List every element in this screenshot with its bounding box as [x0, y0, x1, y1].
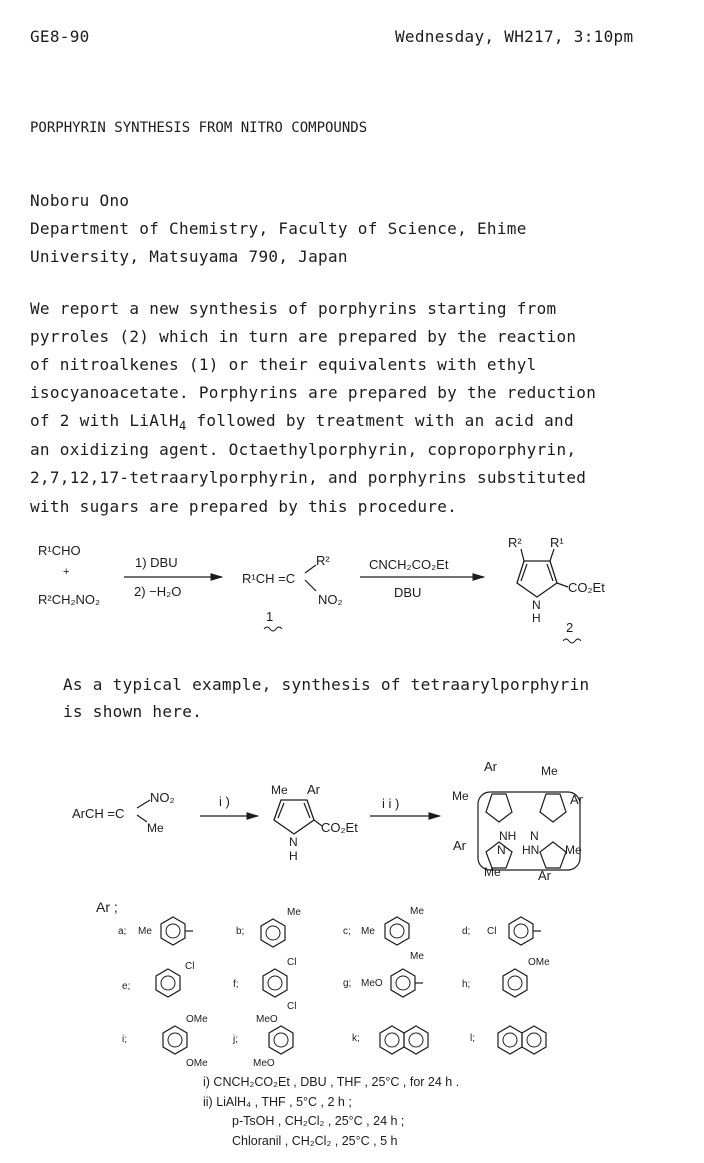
ar-e-chloro: Cl: [185, 961, 195, 972]
nitroalkene-formula: R¹CH =C: [242, 571, 296, 586]
ar-label-d: d;: [462, 926, 471, 937]
pyrrole-aryl: Ar: [307, 782, 320, 797]
abstract-line: an oxidizing agent. Octaethylporphyrin, coproporphyrin,: [30, 440, 577, 459]
abstract-line: of nitroalkenes (1) or their equivalents with ethyl: [30, 355, 537, 374]
porphyrin-hn: HN: [522, 843, 540, 857]
plus-sign: +: [63, 566, 70, 578]
step-2-label: 2) −H₂O: [134, 584, 182, 599]
scheme-1-pyrrole-synthesis: [0, 525, 704, 655]
session-code: GE8-90: [30, 27, 90, 46]
pyrrole-hydrogen: H: [532, 611, 541, 625]
ar-label-j: j;: [233, 1034, 238, 1045]
ar-i-methoxy-bottom: OMe: [186, 1058, 208, 1069]
porphyrin-aryl-top: Ar: [484, 759, 497, 774]
abstract-text: followed by treatment with an acid and: [186, 411, 574, 430]
ar-label-c: c;: [343, 926, 351, 937]
pyrrole-unit-nw: [486, 794, 512, 822]
ar-k-ring: [404, 1026, 428, 1054]
porphyrin-structure: [478, 792, 580, 870]
ar-label-b: b;: [236, 926, 245, 937]
underline-squiggle: [264, 627, 282, 631]
porphyrin-methyl-right: Me: [565, 843, 582, 857]
ar-a-ring: [161, 917, 185, 945]
nitro-group: NO₂: [318, 592, 343, 607]
bond: [137, 815, 147, 822]
ar-label-a: a;: [118, 926, 127, 937]
ar-e-ring: [156, 969, 180, 997]
ar-h-methoxy: OMe: [528, 957, 550, 968]
ar-g-methoxy: MeO: [361, 978, 383, 989]
ar-label-g: g;: [343, 978, 352, 989]
ar-label-k: k;: [352, 1033, 360, 1044]
ar-d-chloro: Cl: [487, 926, 497, 937]
condition-i: i) CNCH₂CO₂Et , DBU , THF , 25°C , for 24 h .: [203, 1075, 460, 1089]
pyrrole-nitrogen: N: [532, 598, 541, 612]
ar-c-methyl-top: Me: [410, 906, 424, 917]
ar-d-ring: [509, 917, 533, 945]
pyrrole-ring: [274, 800, 314, 834]
abstract-subscript: 4: [179, 419, 187, 434]
ar-label-e: e;: [122, 981, 131, 992]
ar-label-f: f;: [233, 979, 239, 990]
compound-1-label: 1: [266, 609, 274, 624]
ar-j-methoxy-bottom: MeO: [253, 1058, 275, 1069]
reagent-dbu: DBU: [394, 585, 422, 600]
bond: [305, 565, 316, 573]
ar-c-methyl-bottom: Me: [410, 951, 424, 962]
compound-2-label: 2: [566, 620, 574, 635]
porphyrin-aryl-bottom: Ar: [538, 868, 551, 883]
ar-b-ring: [261, 919, 285, 947]
porphyrin-macrocycle: [478, 792, 580, 870]
condition-ii: ii) LiAlH₄ , THF , 5°C , 2 h ;: [203, 1095, 352, 1109]
pyrrole-nitrogen: N: [289, 835, 298, 849]
reagent-isocyanoacetate: CNCH₂CO₂Et: [369, 557, 449, 572]
step-ii-label: i i ): [382, 796, 400, 811]
aryl-substituent-table: [0, 895, 704, 1075]
reactant-nitroalkane: R²CH₂NO₂: [38, 592, 101, 607]
pyrrole-unit-ne: [540, 794, 566, 822]
condition-iii: p-TsOH , CH₂Cl₂ , 25°C , 24 h ;: [232, 1114, 405, 1128]
abstract-line: We report a new synthesis of porphyrins starting from: [30, 299, 557, 318]
bond: [305, 580, 316, 591]
abstract-text: of 2 with LiAlH: [30, 411, 179, 430]
bond: [557, 583, 568, 587]
step-1-label: 1) DBU: [135, 555, 178, 570]
pyrrole-hydrogen: H: [289, 849, 298, 863]
example-line: As a typical example, synthesis of tetraarylporphyrin: [63, 675, 590, 694]
ar-c-ring: [385, 917, 409, 945]
abstract-line: [30, 411, 574, 433]
ar-a-methyl: Me: [138, 926, 152, 937]
porphyrin-n: N: [497, 843, 506, 857]
bond: [550, 549, 554, 561]
ar-f-chloro-bottom: Cl: [287, 1001, 297, 1012]
porphyrin-nh: NH: [499, 829, 517, 843]
abstract-line: with sugars are prepared by this procedure.: [30, 497, 458, 516]
ar-l-ring: [498, 1026, 522, 1054]
ar-b-methyl: Me: [287, 907, 301, 918]
starting-nitroalkene: ArCH =C: [72, 806, 125, 821]
pyrrole-ring: [517, 561, 557, 597]
example-line: is shown here.: [63, 702, 203, 721]
ar-j-ring: [269, 1026, 293, 1054]
ar-label-i: i;: [122, 1034, 127, 1045]
pyrrole-r2: R²: [508, 535, 522, 550]
ar-f-ring: [263, 969, 287, 997]
ar-j-methoxy-top: MeO: [256, 1014, 278, 1025]
ar-g-ring: [391, 969, 415, 997]
ar-i-methoxy-top: OMe: [186, 1014, 208, 1025]
paper-title: PORPHYRIN SYNTHESIS FROM NITRO COMPOUNDS: [30, 120, 368, 136]
ar-h-ring: [503, 969, 527, 997]
author-affiliation-line2: University, Matsuyama 790, Japan: [30, 247, 348, 266]
ar-i-ring: [163, 1026, 187, 1054]
ar-f-chloro-top: Cl: [287, 957, 297, 968]
porphyrin-n: N: [530, 829, 539, 843]
bond: [137, 800, 150, 808]
porphyrin-methyl-bottom: Me: [484, 865, 501, 879]
condition-iv: Chloranil , CH₂Cl₂ , 25°C , 5 h: [232, 1134, 398, 1148]
step-i-label: i ): [219, 794, 230, 809]
bond: [521, 549, 524, 561]
pyrrole-r1: R¹: [550, 535, 564, 550]
porphyrin-aryl-left: Ar: [453, 838, 466, 853]
author-affiliation-line1: Department of Chemistry, Faculty of Science, Ehime: [30, 219, 527, 238]
pyrrole-methyl: Me: [271, 783, 288, 797]
author-name: Noboru Ono: [30, 191, 130, 210]
ar-label-h: h;: [462, 979, 471, 990]
abstract-line: isocyanoacetate. Porphyrins are prepared by the reduction: [30, 383, 597, 402]
porphyrin-aryl-right: Ar: [570, 792, 583, 807]
abstract-line: pyrroles (2) which in turn are prepared by the reaction: [30, 327, 577, 346]
ar-c-methyl: Me: [361, 926, 375, 937]
porphyrin-methyl-left: Me: [452, 789, 469, 803]
abstract-line: 2,7,12,17-tetraarylporphyrin, and porphyrins substituted: [30, 468, 587, 487]
ar-heading: Ar ;: [96, 899, 118, 915]
nitro-group: NO₂: [150, 790, 175, 805]
underline-squiggle: [563, 639, 581, 643]
methyl-group: Me: [147, 821, 164, 835]
scheme-2-tetraarylporphyrin: [0, 750, 704, 890]
reactant-aldehyde: R¹CHO: [38, 543, 81, 558]
session-info: Wednesday, WH217, 3:10pm: [395, 27, 634, 46]
ar-l-ring: [522, 1026, 546, 1054]
ar-k-ring: [380, 1026, 404, 1054]
porphyrin-methyl-top: Me: [541, 764, 558, 778]
substituent-r2: R²: [316, 553, 330, 568]
pyrrole-ester: CO₂Et: [321, 820, 358, 835]
pyrrole-unit-se: [540, 842, 566, 868]
pyrrole-ester: CO₂Et: [568, 580, 605, 595]
ar-label-l: l;: [470, 1033, 475, 1044]
